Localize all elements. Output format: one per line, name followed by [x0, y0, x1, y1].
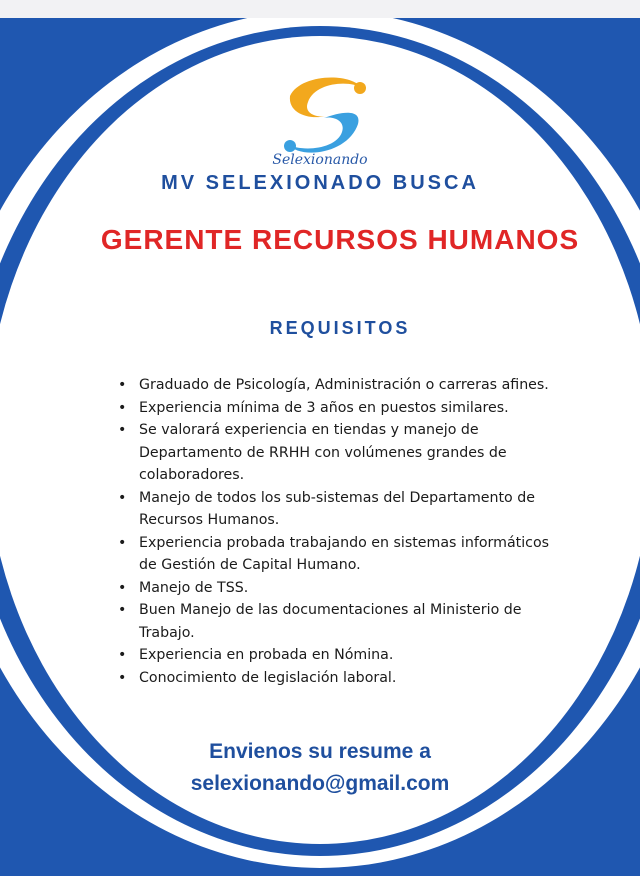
job-title: GERENTE RECURSOS HUMANOS	[100, 224, 580, 255]
poster-content	[0, 18, 640, 876]
brand-name: Selexionando	[272, 152, 368, 168]
requirement-item: • Conocimiento de legislación laboral.	[118, 667, 568, 690]
requirement-item: • Experiencia probada trabajando en sistemas informáticos de Gestión de Capital Humano.	[118, 532, 568, 577]
selexionando-logo-icon	[270, 66, 380, 166]
contact-text: Envienos su resume a	[209, 740, 431, 763]
contact-email: selexionando@gmail.com	[190, 772, 450, 795]
poster	[0, 18, 640, 876]
requirement-item: • Graduado de Psicología, Administración o carreras afines.	[118, 374, 568, 397]
requirement-item: • Manejo de todos los sub-sistemas del Departamento de Recursos Humanos.	[118, 487, 568, 532]
headline: MV SELEXIONADO BUSCA	[161, 172, 479, 194]
requirement-item: • Experiencia mínima de 3 años en puestos similares.	[118, 397, 568, 420]
requirements-list	[118, 374, 568, 689]
requirement-item: • Buen Manejo de las documentaciones al Ministerio de Trabajo.	[118, 599, 568, 644]
requirement-item: • Se valorará experiencia en tiendas y manejo de Departamento de RRHH con volúmenes grandes de colaboradores.	[118, 419, 568, 487]
requirements-title: REQUISITOS	[269, 318, 411, 338]
requirement-item: • Manejo de TSS.	[118, 577, 568, 600]
requirement-item: • Experiencia en probada en Nómina.	[118, 644, 568, 667]
